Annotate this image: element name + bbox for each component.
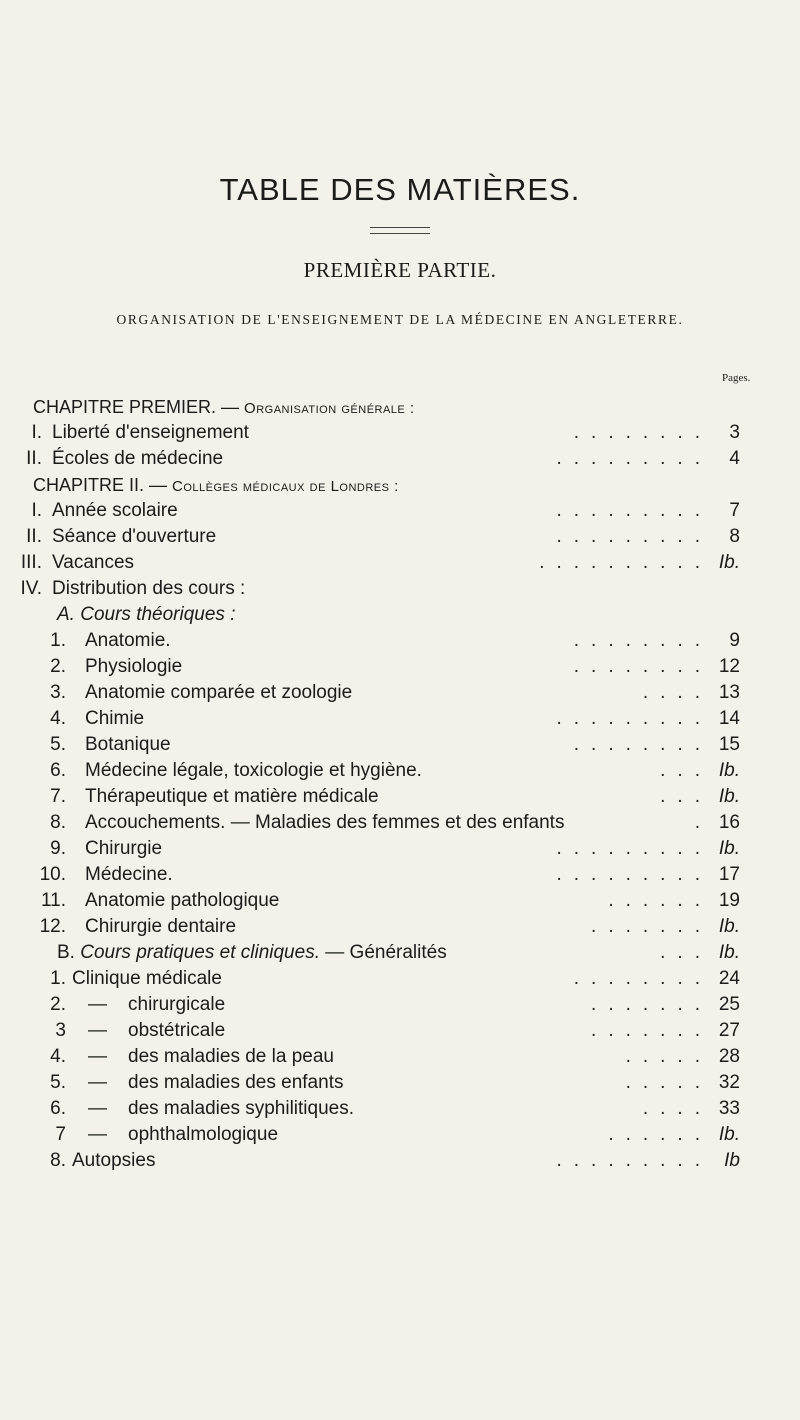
dot-leader: ........ [573, 422, 712, 443]
dot-leader: ......... [556, 708, 712, 729]
entry-label: Botanique [85, 734, 171, 755]
dot-leader: ......... [556, 526, 712, 547]
entry-number: II. [26, 526, 42, 547]
section-b-title: Cours pratiques et cliniques. [80, 942, 320, 963]
dot-leader: ...... [608, 1124, 712, 1145]
entry-page: 9 [729, 630, 740, 651]
entry-label: Distribution des cours : [52, 578, 246, 599]
entry-page: 4 [729, 448, 740, 469]
entry-number: 4. [50, 708, 66, 729]
entry-page: Ib. [718, 786, 740, 807]
dot-leader: ......... [556, 838, 712, 859]
entry-number: 2. [50, 656, 66, 677]
entry-number: I. [31, 500, 42, 521]
dot-leader: ... [660, 760, 712, 781]
toc-entry [0, 1018, 800, 1044]
entry-label: Clinique médicale [72, 968, 222, 989]
entry-page: 3 [729, 422, 740, 443]
entry-dash: — [88, 1098, 107, 1119]
entry-page: Ib [724, 1150, 740, 1171]
entry-number: 5. [50, 734, 66, 755]
toc-entry [0, 914, 800, 940]
section-a-label: A. Cours théoriques : [57, 604, 236, 625]
entry-page: 28 [718, 1046, 740, 1067]
entry-number: II. [26, 448, 42, 469]
dot-leader: ........ [573, 734, 712, 755]
entry-label: Séance d'ouverture [52, 526, 217, 547]
dot-leader: ........ [573, 968, 712, 989]
entry-number: 2. [50, 994, 66, 1015]
dot-leader: ....... [591, 994, 712, 1015]
entry-number: 6. [50, 760, 66, 781]
toc-entry [0, 732, 800, 758]
dot-leader: ... [660, 942, 712, 963]
chapter-1-heading [0, 394, 800, 420]
entry-label: Chirurgie dentaire [85, 916, 237, 937]
entry-page: Ib. [718, 838, 740, 859]
dot-leader: ....... [591, 916, 712, 937]
toc-entry [0, 1122, 800, 1148]
entry-number: 10. [39, 864, 66, 885]
entry-number: 8. [50, 1150, 66, 1171]
dot-leader: ....... [591, 1020, 712, 1041]
toc-entry [0, 862, 800, 888]
entry-label: Chirurgie [85, 838, 163, 859]
chapter-1-title: Organisation générale : [244, 400, 415, 417]
entry-label: ophthalmologique [128, 1124, 279, 1145]
entry-dash: — [88, 994, 107, 1015]
toc-entry [0, 992, 800, 1018]
chapter-2-head: CHAPITRE II. — [33, 475, 168, 495]
entry-dash: — [88, 1124, 107, 1145]
chapter-1-head: CHAPITRE PREMIER. — [33, 397, 240, 417]
section-b-suffix: — Généralités [325, 942, 447, 963]
entry-label: Écoles de médecine [52, 448, 224, 469]
entry-label: Liberté d'enseignement [52, 422, 249, 443]
dot-leader: ... [660, 786, 712, 807]
entry-number: 6. [50, 1098, 66, 1119]
entry-label: Accouchements. — Maladies des femmes et des enfants [85, 812, 565, 833]
entry-page: 24 [718, 968, 740, 989]
entry-number: III. [20, 552, 42, 573]
entry-number: 12. [39, 916, 66, 937]
toc-entry [0, 706, 800, 732]
entry-dash: — [88, 1072, 107, 1093]
entry-number: 3. [50, 682, 66, 703]
section-a-heading [0, 602, 800, 628]
entry-page: 32 [718, 1072, 740, 1093]
entry-number: 1. [50, 968, 66, 989]
entry-page: Ib. [718, 760, 740, 781]
entry-dash: — [88, 1046, 107, 1067]
entry-label: Chimie [85, 708, 145, 729]
entry-label: chirurgicale [128, 994, 226, 1015]
entry-label: Anatomie comparée et zoologie [85, 682, 353, 703]
entry-number: 9. [50, 838, 66, 859]
toc-entry [0, 524, 800, 550]
dot-leader: ..... [625, 1072, 712, 1093]
entry-page: 33 [718, 1098, 740, 1119]
entry-label: Thérapeutique et matière médicale [85, 786, 379, 807]
dot-leader: ........ [573, 656, 712, 677]
toc-entry [0, 1096, 800, 1122]
page-title: TABLE DES MATIÈRES. [219, 172, 581, 207]
entry-dash: — [88, 1020, 107, 1041]
entry-label: des maladies de la peau [128, 1046, 334, 1067]
entry-page: 12 [718, 656, 740, 677]
toc-entry [0, 446, 800, 472]
entry-page: 16 [718, 812, 740, 833]
dot-leader: ......... [556, 448, 712, 469]
entry-number: 1. [50, 630, 66, 651]
entry-page: 7 [729, 500, 740, 521]
dot-leader: . [694, 812, 712, 833]
section-b-prefix: B. [57, 942, 75, 963]
dot-leader: .... [642, 682, 712, 703]
entry-page: 25 [718, 994, 740, 1015]
entry-number: 7 [55, 1124, 66, 1145]
toc-entry [0, 680, 800, 706]
part-subtitle: ORGANISATION DE L'ENSEIGNEMENT DE LA MÉDECINE EN ANGLETERRE. [116, 312, 684, 327]
title-rule [370, 227, 430, 234]
entry-page: 15 [718, 734, 740, 755]
entry-page: Ib. [718, 552, 740, 573]
entry-label: Anatomie pathologique [85, 890, 280, 911]
part-heading: PREMIÈRE PARTIE. [303, 258, 497, 282]
toc-entry [0, 1070, 800, 1096]
dot-leader: .... [642, 1098, 712, 1119]
chapter-2-heading [0, 472, 800, 498]
entry-page: Ib. [718, 942, 740, 963]
toc-entry [0, 420, 800, 446]
entry-page: Ib. [718, 1124, 740, 1145]
toc-entry [0, 758, 800, 784]
toc-entry [0, 654, 800, 680]
dot-leader: ..... [625, 1046, 712, 1067]
entry-number: 3 [55, 1020, 66, 1041]
entry-page: 14 [718, 708, 740, 729]
entry-number: 11. [40, 890, 66, 911]
entry-label: Année scolaire [52, 500, 178, 521]
entry-page: 27 [718, 1020, 740, 1041]
toc-entry [0, 550, 800, 576]
entry-page: 19 [718, 890, 740, 911]
dot-leader: ........ [573, 630, 712, 651]
entry-label: Physiologie [85, 656, 183, 677]
entry-number: 4. [50, 1046, 66, 1067]
entry-label: Vacances [52, 552, 135, 573]
pages-column-label: Pages. [722, 372, 751, 384]
entry-page: 17 [718, 864, 740, 885]
entry-page: 13 [718, 682, 740, 703]
toc-entry [0, 784, 800, 810]
dot-leader: ......... [556, 500, 712, 521]
entry-page: Ib. [718, 916, 740, 937]
toc-entry [0, 888, 800, 914]
entry-label: des maladies syphilitiques. [128, 1098, 355, 1119]
entry-label: Médecine légale, toxicologie et hygiène. [85, 760, 422, 781]
entry-page: 8 [729, 526, 740, 547]
entry-number: IV. [20, 578, 42, 599]
entry-number: I. [31, 422, 42, 443]
toc-entry [0, 628, 800, 654]
dot-leader: ......... [556, 1150, 712, 1171]
entry-label: obstétricale [128, 1020, 226, 1041]
entry-number: 7. [50, 786, 66, 807]
toc-entry [0, 966, 800, 992]
dot-leader: .......... [539, 552, 712, 573]
entry-label: Anatomie. [85, 630, 171, 651]
toc-entry [0, 498, 800, 524]
chapter-2-title: Collèges médicaux de Londres : [172, 478, 399, 495]
entry-number: 5. [50, 1072, 66, 1093]
toc-entry [0, 1044, 800, 1070]
entry-label: des maladies des enfants [128, 1072, 344, 1093]
toc-entry [0, 576, 800, 602]
toc-entry [0, 1148, 800, 1174]
section-b-heading [0, 940, 800, 966]
toc-entry [0, 810, 800, 836]
entry-label: Autopsies [72, 1150, 156, 1171]
dot-leader: ...... [608, 890, 712, 911]
entry-number: 8. [50, 812, 66, 833]
toc-entry [0, 836, 800, 862]
dot-leader: ......... [556, 864, 712, 885]
entry-label: Médecine. [85, 864, 173, 885]
